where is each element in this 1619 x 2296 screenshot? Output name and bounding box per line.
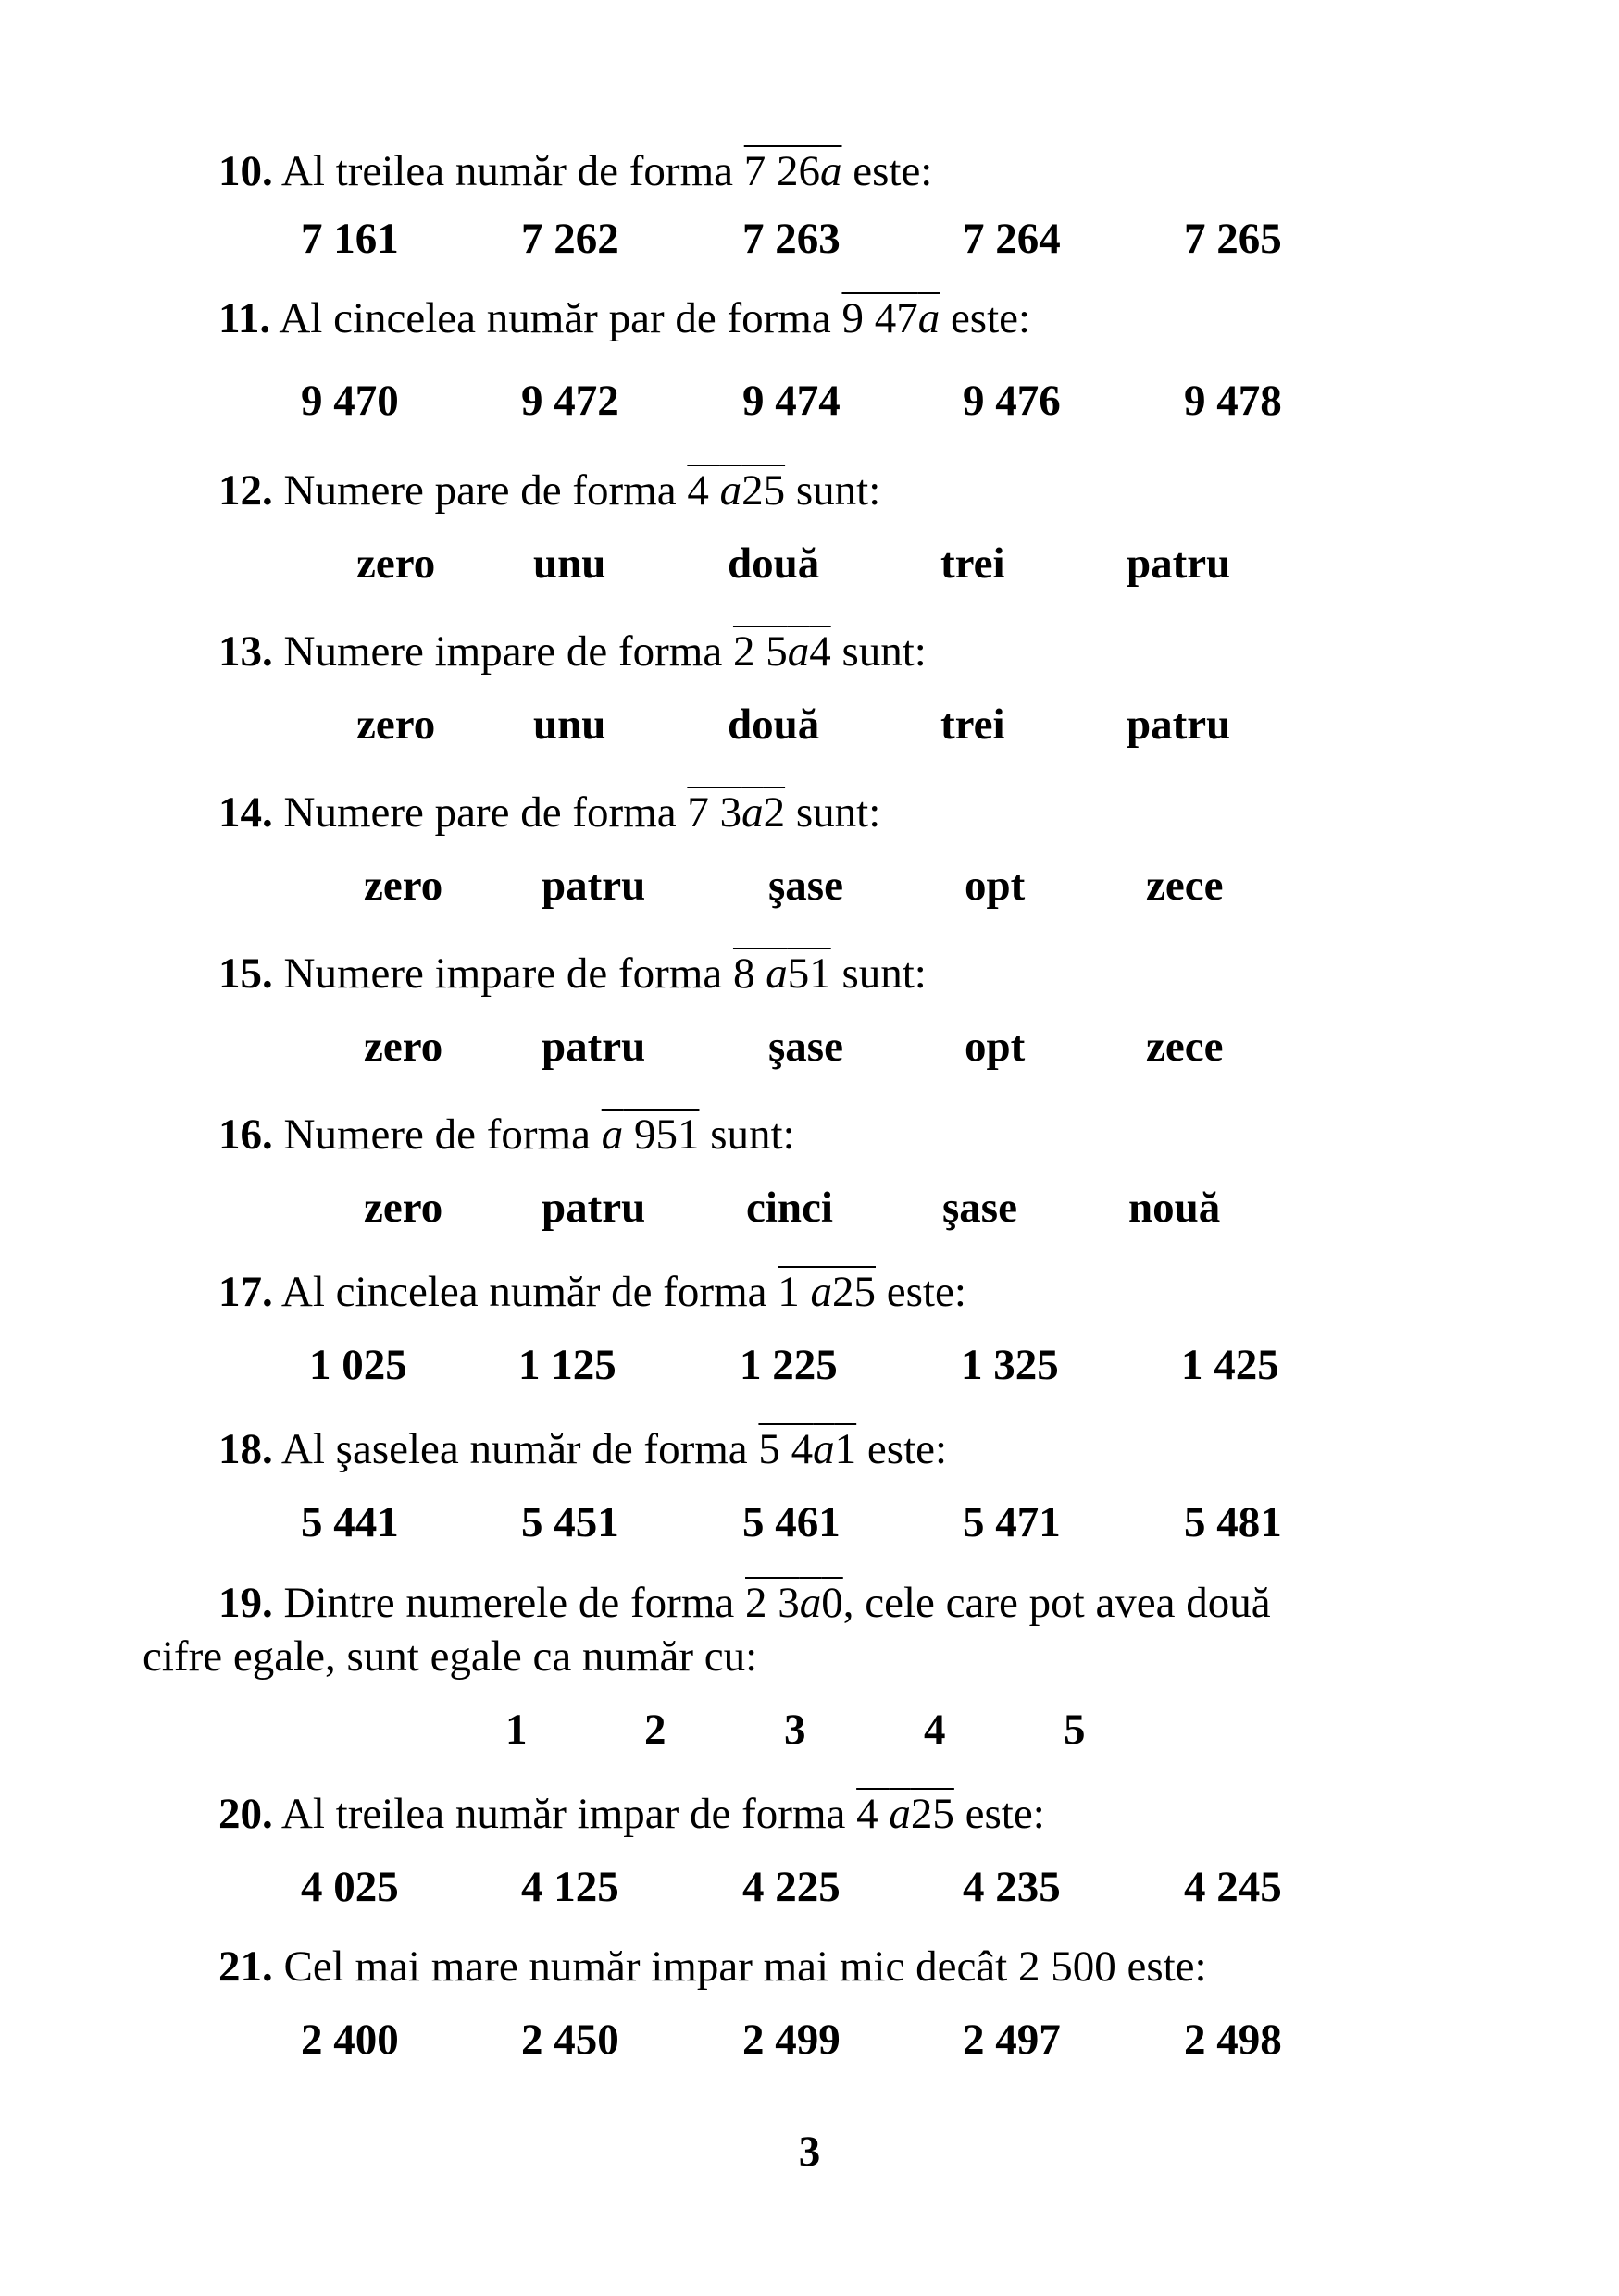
math-expression: 7 26a [743,147,842,195]
question-text-end: sunt: [795,466,881,515]
option[interactable]: 9 478 [1184,377,1282,425]
question-number: 19. [218,1579,273,1627]
option[interactable]: opt [965,1023,1026,1071]
option[interactable]: patru [542,1184,646,1232]
option[interactable]: zero [364,1184,443,1232]
page-number: 3 [798,2128,821,2176]
option[interactable]: patru [1127,701,1231,749]
math-expression: 1 a25 [778,1268,876,1316]
option[interactable]: zero [356,701,436,749]
option[interactable]: 1 125 [518,1341,616,1389]
option[interactable]: trei [940,701,1005,749]
option[interactable]: 9 472 [521,377,619,425]
option[interactable]: 1 [505,1706,528,1754]
option[interactable]: 4 245 [1184,1863,1282,1911]
question-19-line-2: cifre egale, sunt egale ca număr cu: [143,1632,758,1681]
question-number: 12. [218,466,273,515]
option[interactable]: 7 161 [301,215,399,263]
question-13 [218,627,927,676]
question-number: 21. [218,1942,273,1991]
question-number: 11. [218,294,271,342]
question-text: Numere impare de forma [283,949,723,998]
option[interactable]: 2 [644,1706,666,1754]
question-number: 17. [218,1268,273,1316]
question-text: Numere de forma [283,1111,591,1159]
option[interactable]: 2 497 [963,2016,1061,2064]
question-number: 13. [218,627,273,676]
question-text: Al şaselea număr de forma [280,1425,748,1473]
option[interactable]: 9 470 [301,377,399,425]
question-text-end: este: [853,147,933,195]
option[interactable]: trei [940,540,1005,588]
option[interactable]: patru [542,1023,646,1071]
question-number: 10. [218,147,273,195]
question-19-line-1 [143,1576,1374,1630]
question-text: Al cincelea număr de forma [280,1268,767,1316]
option[interactable]: 2 499 [742,2016,841,2064]
question-text-end: sunt: [841,949,927,998]
option[interactable]: 2 450 [521,2016,619,2064]
option[interactable]: 5 461 [742,1498,841,1546]
option[interactable]: 5 481 [1184,1498,1282,1546]
question-number: 20. [218,1790,273,1838]
question-text: Dintre numerele de forma [283,1579,735,1627]
math-expression: 7 3a2 [687,788,786,837]
option[interactable]: opt [965,862,1026,910]
option[interactable]: şase [768,862,843,910]
option[interactable]: 2 400 [301,2016,399,2064]
option[interactable]: 3 [784,1706,806,1754]
option[interactable]: zero [364,1023,443,1071]
option[interactable]: 1 425 [1181,1341,1279,1389]
option[interactable]: două [728,701,820,749]
question-text-end: este: [965,1790,1045,1838]
option[interactable]: cinci [746,1184,833,1232]
option[interactable]: 5 [1064,1706,1086,1754]
math-expression: 2 5a4 [732,627,831,676]
question-text: Al treilea număr de forma [280,147,733,195]
math-expression: 2 3a0 [745,1579,843,1627]
option[interactable]: 9 476 [963,377,1061,425]
question-number: 14. [218,788,273,837]
option[interactable]: 4 225 [742,1863,841,1911]
option[interactable]: 4 235 [963,1863,1061,1911]
math-expression: 8 a51 [732,949,831,998]
option[interactable]: 2 498 [1184,2016,1282,2064]
question-text: Cel mai mare număr impar mai mic decât 2 500 este: [283,1942,1207,1991]
math-expression: a 951 [601,1111,700,1159]
option[interactable]: 4 025 [301,1863,399,1911]
option[interactable]: 4 [924,1706,946,1754]
question-21 [218,1942,1207,1991]
question-text: Al cincelea număr par de forma [279,294,831,342]
question-14 [218,788,881,837]
question-18 [218,1425,948,1473]
question-text: Numere pare de forma [283,466,677,515]
question-19 [143,1576,1374,1683]
question-text-end: sunt: [841,627,927,676]
question-text: Al treilea număr impar de forma [280,1790,846,1838]
option[interactable]: patru [1127,540,1231,588]
math-expression: 9 47a [841,294,940,342]
question-text-end: este: [950,294,1031,342]
question-number: 16. [218,1111,273,1159]
math-expression: 5 4a1 [758,1425,857,1473]
question-10 [218,147,933,195]
option[interactable]: 7 263 [742,215,841,263]
question-text: Numere pare de forma [283,788,677,837]
option[interactable]: 5 441 [301,1498,399,1546]
math-expression: 4 a25 [687,466,786,515]
question-number: 18. [218,1425,273,1473]
question-15 [218,949,927,998]
question-text-end: este: [866,1425,948,1473]
question-text-end: este: [886,1268,966,1316]
question-number: 15. [218,949,273,998]
option[interactable]: nouă [1128,1184,1221,1232]
option[interactable]: unu [533,701,606,749]
question-text-end: , cele care pot avea două [842,1579,1271,1627]
option[interactable]: zece [1146,862,1224,910]
question-20 [218,1790,1045,1838]
option[interactable]: două [728,540,820,588]
option[interactable]: 1 025 [309,1341,407,1389]
option[interactable]: 4 125 [521,1863,619,1911]
question-text-end: sunt: [710,1111,795,1159]
option[interactable]: 7 265 [1184,215,1282,263]
option[interactable]: 7 262 [521,215,619,263]
math-expression: 4 a25 [856,1790,954,1838]
question-text: Numere impare de forma [283,627,723,676]
option[interactable]: 1 325 [961,1341,1059,1389]
option[interactable]: zero [364,862,443,910]
option[interactable]: 7 264 [963,215,1061,263]
option[interactable]: unu [533,540,606,588]
option[interactable]: 5 451 [521,1498,619,1546]
option[interactable]: 5 471 [963,1498,1061,1546]
question-11 [218,294,1031,342]
question-12 [218,466,881,515]
option[interactable]: zece [1146,1023,1224,1071]
option[interactable]: şase [942,1184,1017,1232]
option[interactable]: patru [542,862,646,910]
question-17 [218,1268,966,1316]
option[interactable]: zero [356,540,436,588]
option[interactable]: şase [768,1023,843,1071]
question-text-end: sunt: [795,788,881,837]
option[interactable]: 9 474 [742,377,841,425]
question-16 [218,1113,795,1157]
option[interactable]: 1 225 [740,1341,838,1389]
